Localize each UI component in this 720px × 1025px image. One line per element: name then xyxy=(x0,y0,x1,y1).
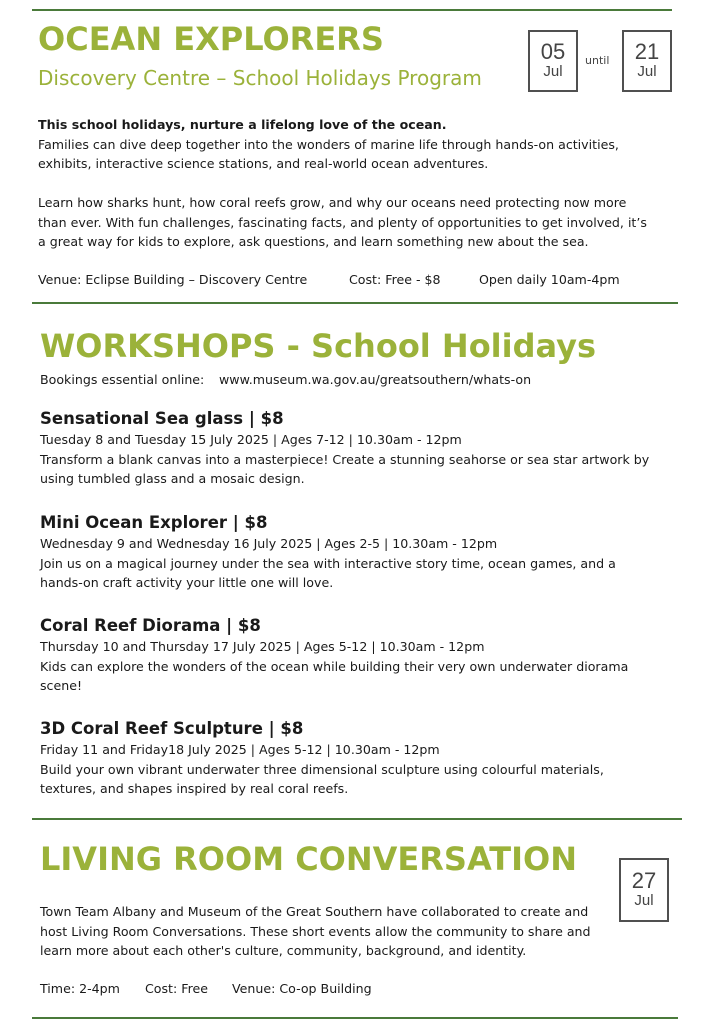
section-rule-2 xyxy=(32,818,682,820)
workshop-desc-line2: hands-on craft activity your little one will love. xyxy=(40,575,334,590)
workshop-desc-line1: Kids can explore the wonders of the ocean while building their very own underwater diorama xyxy=(40,658,629,674)
end-month: Jul xyxy=(637,63,657,80)
living-desc-line2: host Living Room Conversations. These short events allow the community to share and xyxy=(40,923,591,939)
section-rule-1 xyxy=(32,302,678,304)
start-day: 05 xyxy=(540,39,566,64)
end-day: 21 xyxy=(634,39,660,64)
end-date-box xyxy=(622,30,672,92)
living-venue: Venue: Co-op Building xyxy=(232,981,372,996)
workshop-details: Tuesday 8 and Tuesday 15 July 2025 | Ages 7-12 | 10.30am - 12pm xyxy=(40,432,462,447)
living-day: 27 xyxy=(631,868,657,893)
ocean-cost: Cost: Free - $8 xyxy=(349,272,441,287)
ocean-subtitle: Discovery Centre – School Holidays Program xyxy=(38,66,482,90)
ocean-hours: Open daily 10am-4pm xyxy=(479,272,620,287)
ocean-para2-line3: a great way for kids to explore, ask questions, and learn something new about the sea. xyxy=(38,234,589,249)
ocean-title: OCEAN EXPLORERS xyxy=(38,20,384,58)
bookings-url[interactable]: www.museum.wa.gov.au/greatsouthern/whats-on xyxy=(219,372,532,387)
workshop-details: Thursday 10 and Thursday 17 July 2025 | Ages 5-12 | 10.30am - 12pm xyxy=(40,639,485,654)
ocean-para2-line2: than ever. With fun challenges, fascinating facts, and plenty of opportunities to get involved, it’s xyxy=(38,214,647,230)
ocean-para1-line1: Families can dive deep together into the wonders of marine life through hands-on activities, xyxy=(38,136,619,152)
workshop-title: 3D Coral Reef Sculpture | $8 xyxy=(40,719,304,738)
workshop-title: Sensational Sea glass | $8 xyxy=(40,409,284,428)
living-description xyxy=(40,902,620,961)
workshop-title: Mini Ocean Explorer | $8 xyxy=(40,513,268,532)
workshop-item xyxy=(40,616,680,696)
workshop-item xyxy=(40,513,680,593)
start-date-box xyxy=(528,30,578,92)
workshop-desc-line2: textures, and shapes inspired by real coral reefs. xyxy=(40,781,349,796)
workshop-desc-line1: Transform a blank canvas into a masterpiece! Create a stunning seahorse or sea star artwork by xyxy=(40,451,650,467)
start-month: Jul xyxy=(543,63,563,80)
top-rule xyxy=(32,9,672,11)
living-desc-line3: learn more about each other's culture, community, background, and identity. xyxy=(40,943,527,958)
living-cost: Cost: Free xyxy=(145,981,208,996)
living-month: Jul xyxy=(634,892,654,909)
ocean-lead: This school holidays, nurture a lifelong love of the ocean. xyxy=(38,117,447,132)
workshop-details: Friday 11 and Friday18 July 2025 | Ages 5-12 | 10.30am - 12pm xyxy=(40,742,440,757)
workshops-title: WORKSHOPS - School Holidays xyxy=(40,327,597,365)
living-time: Time: 2-4pm xyxy=(40,981,120,996)
workshop-desc-line2: using tumbled glass and a mosaic design. xyxy=(40,471,305,486)
ocean-venue: Venue: Eclipse Building – Discovery Centre xyxy=(38,272,308,287)
workshop-details: Wednesday 9 and Wednesday 16 July 2025 | Ages 2-5 | 10.30am - 12pm xyxy=(40,536,498,551)
living-desc-line1: Town Team Albany and Museum of the Great Southern have collaborated to create and xyxy=(40,904,589,919)
workshop-item xyxy=(40,719,680,799)
until-label: until xyxy=(585,54,610,67)
bookings-label: Bookings essential online: xyxy=(40,372,205,387)
bottom-rule xyxy=(32,1017,678,1019)
ocean-para2-line1: Learn how sharks hunt, how coral reefs grow, and why our oceans need protecting now more xyxy=(38,195,627,210)
workshop-item xyxy=(40,409,680,489)
workshop-desc-line1: Join us on a magical journey under the sea with interactive story time, ocean games, and a xyxy=(40,555,616,571)
workshop-title: Coral Reef Diorama | $8 xyxy=(40,616,261,635)
ocean-para1-line2: exhibits, interactive science stations, and real-world ocean adventures. xyxy=(38,156,489,171)
living-title: LIVING ROOM CONVERSATION xyxy=(40,840,577,878)
ocean-description xyxy=(38,115,678,252)
workshop-desc-line2: scene! xyxy=(40,678,83,693)
living-date-box xyxy=(619,858,669,922)
workshop-desc-line1: Build your own vibrant underwater three dimensional sculpture using colourful materials, xyxy=(40,761,604,777)
